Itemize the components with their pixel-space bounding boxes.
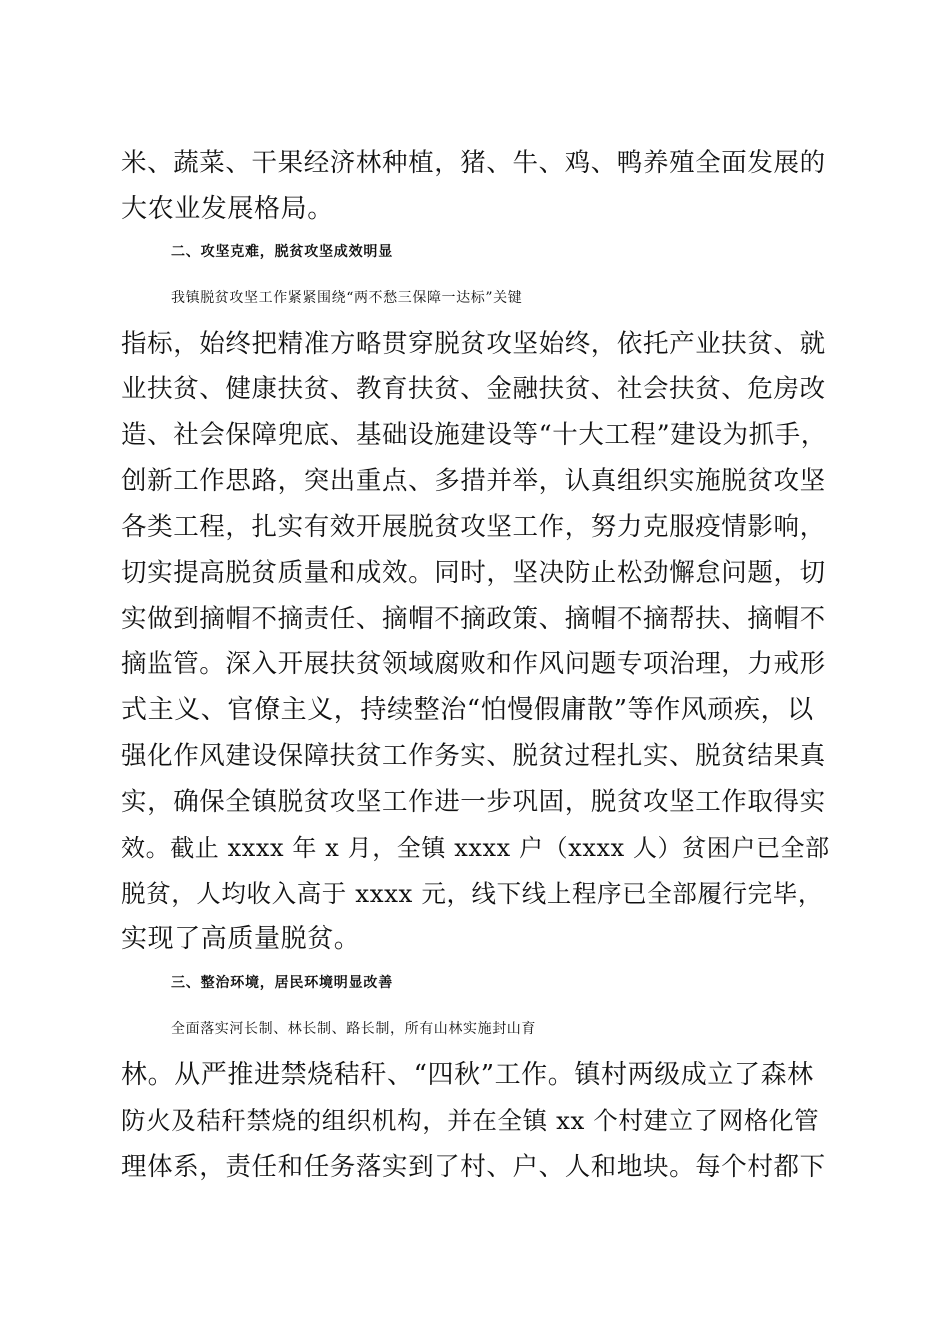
body-text-line: 效。截止 xxxx 年 x 月，全镇 xxxx 户（xxxx 人）贫困户已全部 <box>121 834 830 862</box>
body-text-line: 防火及秸秆禁烧的组织机构，并在全镇 xx 个村建立了网格化管 <box>121 1106 820 1135</box>
body-text-line: 创新工作思路，突出重点、多措并举，认真组织实施脱贫攻坚 <box>121 466 826 496</box>
body-text-line: 强化作风建设保障扶贫工作务实、脱贫过程扎实、脱贫结果真 <box>121 741 826 771</box>
body-text-line: 各类工程，扎实有效开展脱贫攻坚工作，努力克服疫情影响， <box>121 512 826 542</box>
body-text-line: 实做到摘帽不摘责任、摘帽不摘政策、摘帽不摘帮扶、摘帽不 <box>121 604 826 634</box>
body-text-line: 实，确保全镇脱贫攻坚工作进一步巩固，脱贫攻坚工作取得实 <box>121 787 826 817</box>
body-text-line: 我镇脱贫攻坚工作紧紧围绕“两不愁三保障一达标”关键 <box>171 290 523 306</box>
body-text-line: 脱贫，人均收入高于 xxxx 元，线下线上程序已全部履行完毕， <box>121 879 823 908</box>
section-heading-poverty: 二、攻坚克难，脱贫攻坚成效明显 <box>171 244 393 260</box>
body-text-line: 摘监管。深入开展扶贫领域腐败和作风问题专项治理，力戒形 <box>121 649 826 679</box>
body-text-line: 理体系，责任和任务落实到了村、户、人和地块。每个村都下 <box>121 1152 826 1182</box>
body-text-line: 实现了高质量脱贫。 <box>121 924 361 954</box>
body-text-line: 指标，始终把精准方略贯穿脱贫攻坚始终，依托产业扶贫、就 <box>121 329 826 359</box>
body-text-line: 造、社会保障兜底、基础设施建设等“十大工程”建设为抓手， <box>121 420 827 450</box>
body-text-line: 式主义、官僚主义，持续整治“怕慢假庸散”等作风顽疾，以 <box>121 695 814 725</box>
section-heading-environment: 三、整治环境，居民环境明显改善 <box>171 975 393 991</box>
body-text-line: 全面落实河长制、林长制、路长制，所有山林实施封山育 <box>171 1021 536 1037</box>
body-text-line: 林。从严推进禁烧秸秆、“四秋”工作。镇村两级成立了森林 <box>121 1060 814 1090</box>
body-text-line: 切实提高脱贫质量和成效。同时，坚决防止松劲懈怠问题，切 <box>121 558 826 588</box>
body-text-line: 大农业发展格局。 <box>121 194 334 224</box>
body-text-line: 业扶贫、健康扶贫、教育扶贫、金融扶贫、社会扶贫、危房改 <box>121 374 826 404</box>
body-text-line: 米、蔬菜、干果经济林种植，猪、牛、鸡、鸭养殖全面发展的 <box>121 148 826 178</box>
